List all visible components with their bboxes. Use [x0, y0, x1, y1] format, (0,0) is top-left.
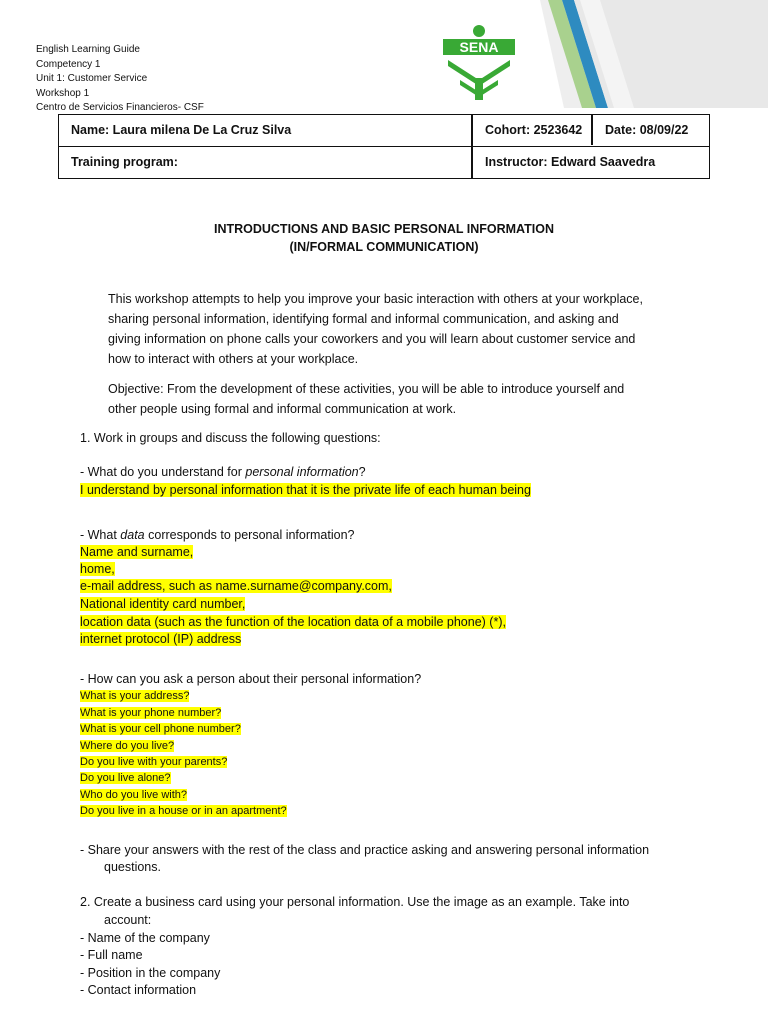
sena-logo-icon	[440, 22, 518, 100]
list-item: Do you live alone?	[80, 772, 171, 784]
list-item: Where do you live?	[80, 740, 175, 752]
list-item: internet protocol (IP) address	[80, 632, 242, 646]
cohort: Cohort: 2523642	[485, 123, 583, 137]
share-instruction-cont: questions.	[104, 860, 161, 874]
list-item: What is your address?	[80, 690, 190, 702]
list-item: - Position in the company	[80, 966, 221, 980]
page-title: INTRODUCTIONS AND BASIC PERSONAL INFORMATION	[213, 222, 555, 236]
list-item: National identity card number,	[80, 597, 246, 611]
question-ask-person: - How can you ask a person about their personal information?	[80, 672, 422, 686]
table-row	[59, 147, 709, 178]
instructor: Instructor: Edward Saavedra	[485, 155, 656, 169]
list-item: - Full name	[80, 948, 143, 962]
list-item: Name and surname,	[80, 545, 194, 559]
list-item: e-mail address, such as name.surname@company.com,	[80, 579, 392, 593]
objective-line: other people using formal and informal communication at work.	[108, 402, 457, 416]
intro-line: sharing personal information, identifying formal and informal communication, and asking and	[108, 312, 619, 326]
header-line-guide: English Learning Guide	[36, 44, 140, 55]
answer-personal-information: I understand by personal information that it is the private life of each human being	[80, 483, 531, 497]
list-item: Do you live with your parents?	[80, 756, 228, 768]
question-data: - What data corresponds to personal information?	[80, 528, 355, 542]
divider	[471, 115, 473, 178]
section1-heading: 1. Work in groups and discuss the following questions:	[80, 431, 381, 445]
intro-line: giving information on phone calls your coworkers and you will learn about customer service and	[108, 332, 636, 346]
list-item: Who do you live with?	[80, 789, 187, 801]
share-instruction: - Share your answers with the rest of the class and practice asking and answering personal information	[80, 843, 650, 857]
table-row	[59, 115, 709, 147]
header-line-center: Centro de Servicios Financieros- CSF	[36, 102, 204, 113]
student-info-table	[58, 114, 710, 179]
sena-logo	[440, 22, 518, 100]
list-item: What is your phone number?	[80, 707, 222, 719]
question-personal-information: - What do you understand for personal information?	[80, 465, 366, 479]
logo-text: SENA	[459, 39, 499, 55]
list-item: What is your cell phone number?	[80, 723, 241, 735]
decorative-stripes	[540, 0, 768, 108]
page-subtitle: (IN/FORMAL COMMUNICATION)	[289, 240, 479, 254]
list-item: location data (such as the function of the location data of a mobile phone) (*),	[80, 615, 506, 629]
list-item: Do you live in a house or in an apartment?	[80, 805, 287, 817]
intro-line: how to interact with others at your workplace.	[108, 352, 359, 366]
header-line-competency: Competency 1	[36, 59, 101, 70]
header-line-workshop: Workshop 1	[36, 88, 90, 99]
list-item: home,	[80, 562, 115, 576]
header-line-unit: Unit 1: Customer Service	[36, 73, 148, 84]
student-name: Name: Laura milena De La Cruz Silva	[71, 123, 292, 137]
section2-heading: 2. Create a business card using your personal information. Use the image as an example. Take into	[80, 895, 630, 909]
divider	[591, 115, 593, 145]
objective-line: Objective: From the development of these activities, you will be able to introduce yourself and	[108, 382, 625, 396]
list-item: - Name of the company	[80, 931, 210, 945]
intro-line: This workshop attempts to help you improve your basic interaction with others at your workplace,	[108, 292, 643, 306]
list-item: - Contact information	[80, 983, 197, 997]
training-program: Training program:	[71, 155, 178, 169]
date: Date: 08/09/22	[605, 123, 689, 137]
section2-heading-cont: account:	[104, 913, 152, 927]
